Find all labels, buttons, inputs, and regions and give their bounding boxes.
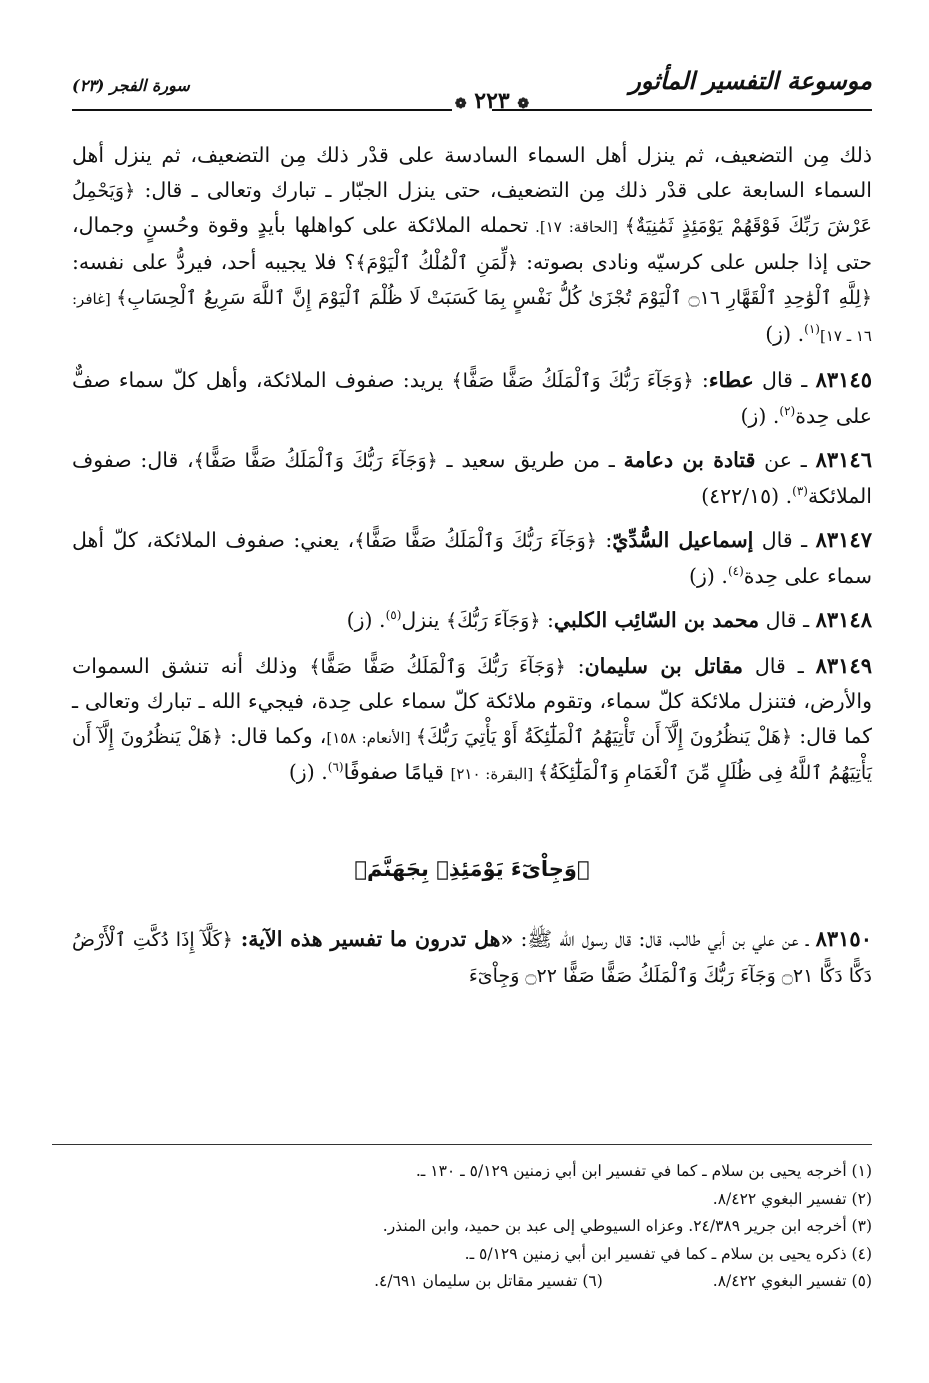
paragraph-83148 (72, 603, 872, 639)
quran-verse: ﴿كَلَّآ إِذَا دُكَّتِ ٱلْأَرْضُ دَكًّا دَكًّا ۝٢١ وَجَآءَ رَبُّكَ وَٱلْمَلَكُ صَفًّا صَفًّا ۝٢٢ وَجِاْىٓءَ (72, 929, 872, 987)
narrator-name: قتادة بن دعامة (623, 448, 756, 472)
footnote-marker[interactable]: (٢) (779, 403, 796, 418)
paragraph-text: قيامًا صفوفًا (343, 760, 451, 784)
paragraph-tail: . (ز) (288, 760, 328, 784)
running-title: موسوعة التفسير المأثور (629, 66, 872, 95)
footnotes (72, 1158, 872, 1296)
paragraph-text: ينزل (401, 608, 447, 632)
footnote-marker[interactable]: (١) (804, 321, 820, 336)
footnote-marker[interactable]: (٥) (385, 608, 402, 623)
section-heading: ﴿وَجِاْىٓءَ يَوْمَئِذِۭ بِجَهَنَّمَ﴾ (354, 856, 590, 881)
header-rule-left (72, 109, 452, 111)
paragraph-83149 (72, 649, 872, 792)
ornament-icon: ❁ (454, 96, 467, 112)
verse-reference: [غافر: ١٦ ـ ١٧] (72, 290, 872, 345)
paragraph-text: يريد: صفوف الملائكة، وأهل كلّ سماء صفٌّ على حِدة (72, 368, 872, 428)
footnote-4: (٤) ذكره يحيى بن سلام ـ كما في تفسير ابن أبي زمنين ٥/١٢٩ ـ. (464, 1244, 872, 1263)
paragraph-tail: . (ز) (740, 403, 780, 428)
quran-verse: ﴿وَجَآءَ رَبُّكَ وَٱلْمَلَكُ صَفًّا صَفًّا﴾ (451, 370, 694, 392)
paragraph-text: وذلك أنه تنشق السموات والأرض، فتنزل ملائكة كلّ سماء، وتقوم ملائكة كلّ سماء على حِدة، فيجيء الله ـ تبارك وتعالى ـ كما قال: (72, 653, 872, 748)
paragraph-text: ـ قال (753, 368, 816, 392)
paragraph-text: ـ عن (755, 448, 816, 472)
quran-verse: ﴿هَلْ يَنظُرُونَ إِلَّآ أَن يَأْتِيَهُمُ ٱللَّهُ فِى ظُلَلٍ مِّنَ ٱلْغَمَامِ وَٱلْمَلَٰٓئِكَةُ﴾ (72, 725, 872, 784)
quran-verse: ﴿لِّمَنِ ٱلْمُلْكُ ٱلْيَوْمَ﴾ (355, 251, 519, 274)
paragraph-text: تحمله الملائكة على كواهلها بأيدٍ وقوة وحُسنٍ وجمال، حتى إذا جلس على كرسيّه ونادى بصوته: (72, 213, 873, 274)
paragraph-text: ـ من طريق سعيد ـ (437, 448, 624, 472)
quran-verse: ﴿وَجَآءَ رَبُّكَ وَٱلْمَلَكُ صَفًّا صَفًّا﴾ (309, 655, 566, 678)
footnote-3: (٣) أخرجه ابن جرير ٢٤/٣٨٩. وعزاه السيوطي إلى عبد بن حميد، وابن المنذر. (382, 1217, 872, 1235)
paragraph-text: ـ قال (759, 608, 816, 632)
report-number: ٨٣١٤٥ (815, 367, 872, 392)
quran-verse: ﴿وَيَحْمِلُ عَرْشَ رَبِّكَ فَوْقَهُمْ يَوْمَئِذٍ ثَمَٰنِيَةٌ﴾ (72, 179, 873, 237)
footnote-6: (٦) تفسير مقاتل بن سليمان ٤/٦٩١. (374, 1272, 603, 1290)
paragraph-tail: . (ز) (346, 608, 386, 632)
main-text (72, 138, 872, 1003)
paragraph-83145 (72, 363, 872, 433)
paragraph-tail: . (٤٢٢/١٥) (701, 483, 793, 508)
footnote-marker[interactable]: (٤) (727, 563, 744, 578)
paragraph-text: ـ عن علي بن أبي طالب، قال: قال رسول الله ﷺ: (513, 927, 816, 951)
footnote-divider (52, 1144, 872, 1145)
narrator-name: عطاء (708, 368, 754, 392)
hadith-text: «هل تدرون ما تفسير هذه الآية: (232, 927, 514, 951)
paragraph-text: : (693, 368, 709, 392)
paragraph-text: ، وكما قال: (222, 723, 327, 748)
narrator-name: مقاتل بن سليمان (584, 653, 744, 678)
quran-verse: ﴿لِلَّهِ ٱلْوَٰحِدِ ٱلْقَهَّارِ ۝١٦ ٱلْيَوْمَ تُجْزَىٰ كُلُّ نَفْسٍ بِمَا كَسَبَتْ لَا ظُلْمَ ٱلْيَوْمَ إِنَّ ٱللَّهَ سَرِيعُ ٱلْحِسَابِ﴾ (116, 287, 872, 309)
paragraph-text: ، يعني: صفوف الملائكة، كلّ أهل سماء على حِدة (72, 528, 872, 588)
paragraph-tail: . (ز) (689, 563, 728, 588)
quran-verse: ﴿هَلْ يَنظُرُونَ إِلَّآ أَن تَأْتِيَهُمُ ٱلْمَلَٰٓئِكَةُ أَوْ يَأْتِيَ رَبُّكَ﴾ (415, 725, 793, 748)
paragraph-continuation (72, 138, 872, 353)
report-number: ٨٣١٤٧ (815, 527, 872, 552)
paragraph-text: : (596, 528, 613, 552)
quran-verse: ﴿وَجَآءَ رَبُّكَ وَٱلْمَلَكُ صَفًّا صَفًّا﴾ (193, 450, 438, 472)
paragraph-text: : (540, 608, 554, 632)
paragraph-text: ، قال: صفوف الملائكة (72, 448, 872, 508)
paragraph-text: ؟ فلا يجيبه أحد، فيردُّ على نفسه: (72, 249, 356, 274)
footnote-1: (١) أخرجه يحيى بن سلام ـ كما في تفسير ابن أبي زمنين ٥/١٢٩ ـ ١٣٠ ـ. (415, 1162, 872, 1180)
narrator-name: إسماعيل السُّدِّيّ (612, 528, 754, 552)
header-rule-right (492, 109, 872, 111)
paragraph-83147 (72, 523, 872, 593)
footnote-2: (٢) تفسير البغوي ٨/٤٢٢. (712, 1189, 872, 1208)
report-number: ٨٣١٥٠ (815, 926, 872, 951)
footnote-row (72, 1268, 872, 1296)
surah-label: سورة الفجر (٢٣) (72, 76, 190, 95)
page-number: ٢٢٣ (474, 88, 510, 114)
paragraph-text: ـ قال (753, 528, 816, 552)
paragraph-text: : (565, 653, 585, 678)
paragraph-83146 (72, 443, 872, 513)
footnote-marker[interactable]: (٦) (327, 760, 344, 775)
footnote-marker[interactable]: (٣) (792, 483, 808, 498)
report-number: ٨٣١٤٨ (815, 607, 872, 632)
verse-reference: [الأنعام: ١٥٨] (326, 728, 416, 747)
paragraph-83150 (72, 922, 872, 993)
report-number: ٨٣١٤٦ (815, 447, 872, 472)
narrator-name: محمد بن السّائِب الكلبي (553, 608, 760, 632)
paragraph-text: ذلك مِن التضعيف، ثم ينزل أهل السماء السادسة على قدْر ذلك مِن التضعيف، ثم ينزل أهل السماء السابعة على قدْر ذلك مِن التضعيف، حتى ينزل الجبّار ـ تبارك وتعالى ـ قال: (72, 143, 872, 202)
page-header (72, 62, 872, 112)
paragraph-text: ـ قال (743, 653, 816, 678)
report-number: ٨٣١٤٩ (815, 652, 872, 678)
verse-reference: [الحاقة: ١٧]. (528, 218, 625, 236)
footnote-5: (٥) تفسير البغوي ٨/٤٢٢. (712, 1272, 872, 1290)
paragraph-tail: . (ز) (765, 321, 805, 346)
verse-reference: [البقرة: ٢١٠] (450, 765, 538, 783)
quran-verse: ﴿وَجَآءَ رَبُّكَ وَٱلْمَلَكُ صَفًّا صَفًّا﴾ (354, 530, 597, 552)
quran-verse: ﴿وَجَآءَ رَبُّكَ﴾ (446, 610, 541, 632)
ornament-icon: ❁ (517, 96, 530, 112)
